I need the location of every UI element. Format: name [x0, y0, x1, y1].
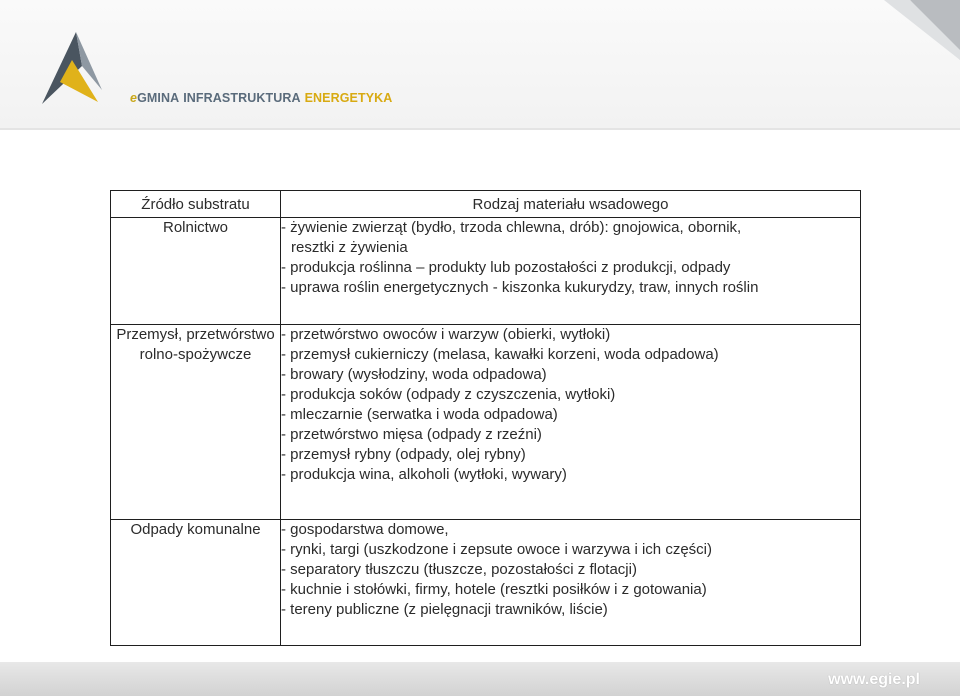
header-divider [0, 128, 960, 130]
corner-decoration [840, 0, 960, 60]
slide-header [0, 0, 960, 128]
material-cell [281, 325, 861, 520]
source-cell: Rolnictwo [111, 218, 281, 325]
list-item: resztki z żywienia [291, 239, 408, 256]
list-item: - produkcja roślinna – produkty lub pozostałości z produkcji, odpady [281, 259, 731, 276]
source-cell: Odpady komunalne [111, 520, 281, 646]
material-cell [281, 520, 861, 646]
slide-footer [0, 662, 960, 696]
list-item: - kuchnie i stołówki, firmy, hotele (resztki posiłków i z gotowania) [281, 581, 707, 598]
list-item: - separatory tłuszczu (tłuszcze, pozostałości z flotacji) [281, 561, 637, 578]
table-header-row [111, 191, 861, 218]
list-item: - browary (wysłodziny, woda odpadowa) [281, 366, 547, 383]
table-row [111, 325, 861, 520]
list-item: - gospodarstwa domowe, [281, 521, 449, 538]
header-source: Źródło substratu [111, 191, 281, 218]
list-item: - produkcja soków (odpady z czyszczenia, wytłoki) [281, 386, 616, 403]
logo-wordmark: eGMINA INFRASTRUKTURA ENERGETYKA [130, 91, 393, 105]
substrate-table [110, 190, 861, 646]
list-item: - przetwórstwo mięsa (odpady z rzeźni) [281, 426, 542, 443]
list-item: - przemysł rybny (odpady, olej rybny) [281, 446, 526, 463]
material-cell [281, 218, 861, 325]
list-item: - rynki, targi (uszkodzone i zepsute owoce i warzywa i ich części) [281, 541, 712, 558]
header-material: Rodzaj materiału wsadowego [281, 191, 861, 218]
list-item: - produkcja wina, alkoholi (wytłoki, wywary) [281, 466, 567, 483]
list-item: - przetwórstwo owoców i warzyw (obierki, wytłoki) [281, 326, 611, 343]
table-row [111, 520, 861, 646]
logo-mark-icon [38, 26, 108, 108]
table-row [111, 218, 861, 325]
source-cell: Przemysł, przetwórstwo rolno-spożywcze [111, 325, 281, 520]
list-item: - mleczarnie (serwatka i woda odpadowa) [281, 406, 558, 423]
list-item: - uprawa roślin energetycznych - kiszonka kukurydzy, traw, innych roślin [281, 279, 759, 296]
company-logo [38, 26, 393, 116]
list-item: - tereny publiczne (z pielęgnacji trawników, liście) [281, 601, 608, 618]
website-url: www.egie.pl [828, 671, 920, 688]
list-item: - przemysł cukierniczy (melasa, kawałki korzeni, woda odpadowa) [281, 346, 719, 363]
list-item: - żywienie zwierząt (bydło, trzoda chlewna, drób): gnojowica, obornik, [281, 219, 742, 236]
